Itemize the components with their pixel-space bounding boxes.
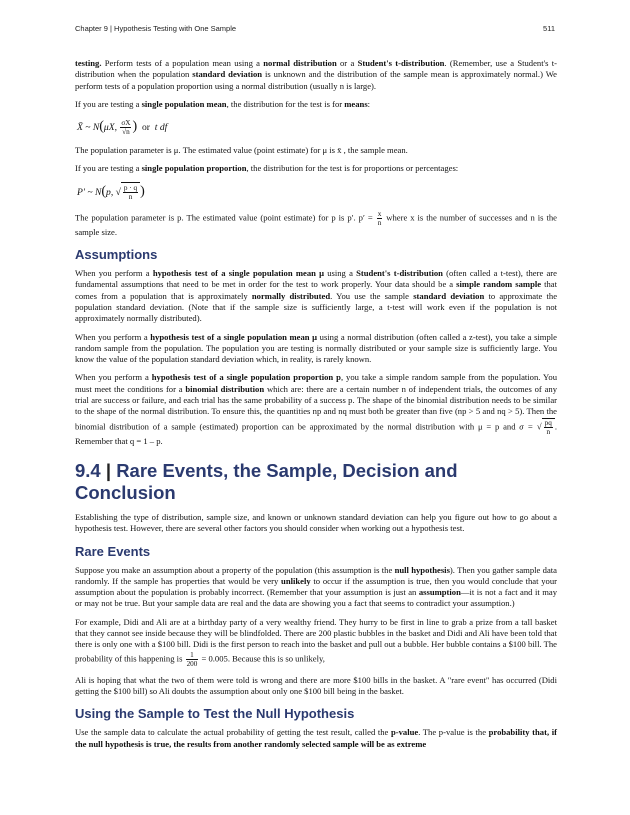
equation-mean-distribution: [77, 117, 557, 137]
text: Suppose you make an assumption about a property of the population (this assumption is the: [75, 564, 395, 575]
section-heading: [75, 460, 557, 504]
inline-fraction: [544, 419, 553, 436]
chapter-title: Chapter 9 | Hypothesis Testing with One Sample: [75, 24, 237, 33]
page-header: [75, 24, 555, 38]
text: . (Remember, use a Student's t-distribution when the population: [75, 58, 558, 80]
text: , you take a simple random sample from the population. You must meet the conditions for a: [75, 372, 557, 394]
eq-numerator: p · q: [123, 184, 138, 193]
text: —it is not a fact and it may or may not be true. But your sample data are real and the data are showing you a fact that seems to contradict your assumption.): [75, 587, 558, 609]
eq-arg: p,: [106, 186, 114, 198]
bold-text: null hypothesis: [394, 564, 450, 575]
text: is unknown and the distribution of the sample mean is approximately normal.) We perform tests of a population proportion using a normal distribution (usually n is large).: [75, 69, 557, 91]
paragraph-example: [75, 617, 557, 668]
text: Perform tests of a population mean using a: [101, 58, 264, 68]
paragraph-rare-events: [75, 565, 557, 610]
text: . Remember that q = 1 – p.: [75, 421, 557, 446]
numerator: pq: [544, 418, 552, 427]
bold-text: standard deviation: [413, 290, 485, 301]
text: to approximate the population standard deviation. (Note that if the sample size is sufficiently large, a t-test will work even if the population is not approximately normally distributed).: [75, 290, 558, 324]
sigma-symbol: σ =: [519, 421, 534, 432]
eq-sqrt: [121, 182, 140, 203]
inline-fraction: [377, 210, 383, 227]
text: . The p-value is the: [418, 727, 489, 738]
paren-open: (: [101, 183, 107, 199]
page-number: 511: [543, 24, 555, 33]
bold-text: hypothesis test of a single population proportion p: [151, 372, 341, 383]
section-title: Rare Events, the Sample, Decision and Conclusion: [75, 459, 458, 503]
eq-fraction: [123, 184, 138, 201]
bold-text: Student's t-distribution: [356, 268, 443, 279]
heading-using-sample: Using the Sample to Test the Null Hypothesis: [75, 706, 355, 722]
text: :: [367, 98, 371, 109]
bold-text: normal distribution: [263, 58, 337, 68]
paragraph-ali: Ali is hoping that what the two of them were told is wrong and there are more $100 bills in the basket. A "rare event" has occurred (Didi getting the $100 bill) so Ali doubts the assumption about only one $100 bill being in the basket.: [75, 674, 557, 696]
section-number: 9.4: [75, 459, 101, 481]
equation-proportion-distribution: P′ ~ N(p, √ $\frac{p \cdot q}{n}$ ): [77, 183, 145, 202]
text: Use the sample data to calculate the actual probability of getting the test result, called the: [75, 727, 391, 738]
paren-open: (: [99, 119, 104, 135]
paragraph-proportion-test: [75, 163, 557, 174]
text: , the distribution for the test is for: [226, 98, 345, 109]
bold-text: probability that, if the null hypothesis is true, the results from another randomly selected sample will be as extreme: [75, 727, 557, 749]
bold-text: standard deviation: [192, 69, 263, 80]
text: (often called a t-test), there are fundamental assumptions that need to be met in order for the test to work properly. Your data should be a: [75, 268, 557, 290]
text: where x is the number of successes and n is the sample size.: [75, 212, 557, 237]
text: . You use the sample: [330, 290, 414, 301]
bold-text: Student's t-distribution: [357, 58, 445, 68]
section-divider: |: [105, 459, 112, 481]
paren-close: ): [132, 119, 138, 135]
bold-text: hypothesis test of a single population mean μ: [152, 268, 324, 279]
denominator: n: [377, 218, 382, 227]
text: For example, Didi and Ali are at a birthday party of a very wealthy friend. They hurry to be first in line to grab a prize from a tall basket that they cannot see inside because they will be blindfolded. There are 200 plastic bubbles in the basket and Didi and Ali have been told that there is only one with a $100 bill. Didi is the first person to reach into the basket and pull out a bubble. Her bubble contains a $100 bill. The probability of this happening is: [75, 616, 557, 664]
text: When you perform a: [75, 268, 153, 279]
denominator: 200: [186, 659, 198, 668]
page-body: [75, 58, 557, 757]
eq-rhs: t df: [154, 122, 168, 134]
text: If you are testing a: [75, 163, 142, 174]
bold-text: hypothesis test of a single population mean μ: [150, 331, 318, 342]
heading-assumptions: Assumptions: [75, 247, 158, 263]
paragraph-t-test: [75, 268, 557, 324]
bold-text: assumption: [418, 587, 461, 598]
bold-text: p-value: [390, 727, 419, 738]
bold-text: simple random sample: [456, 279, 542, 290]
text: which are: there are a certain number n of independent trials, the outcomes of any trial are success or failure, and each trial has the same probability of a success p. The shape of the binomial distribution needs to be similar to the shape of the normal distribution. To ensure this, the quantities np and nq must both be greater than five (np > 5 and nq > 5). Then the binomial distribution of a sample (estimated) proportion can be approximated by the normal distribution with μ = p and: [75, 383, 557, 432]
eq-denominator: n: [128, 193, 133, 202]
eq-arg: μX,: [103, 122, 117, 134]
paragraph-mean-test: [75, 99, 557, 110]
text: The population parameter is p. The estimated value (point estimate) for p is p′. p′ =: [75, 212, 376, 223]
eq-denominator: √n: [122, 128, 130, 137]
inline-fraction: [186, 651, 199, 668]
bold-text: testing.: [75, 58, 102, 68]
heading-rare-events: Rare Events: [75, 543, 151, 559]
text: = 0.005. Because this is so unlikely,: [199, 653, 325, 664]
text: When you perform a: [75, 372, 152, 383]
text: When you perform a: [75, 331, 151, 342]
sqrt: [542, 418, 555, 436]
numerator: x: [377, 209, 382, 218]
eq-lhs: X̄ ~ N: [77, 122, 100, 134]
paragraph-intro: [75, 58, 557, 92]
bold-text: single population proportion: [141, 163, 247, 174]
paragraph-z-test: [75, 332, 557, 366]
paragraph-establishing: Establishing the type of distribution, sample size, and known or unknown standard deviation can help you figure out how to go about a hypothesis test. However, there are several other factors you should consider when working out a hypothesis test.: [75, 511, 557, 534]
eq-lhs: P′ ~ N: [77, 186, 102, 198]
paragraph-proportion-test-assumptions: When you perform a hypothesis test of a single population proportion p, you take a simple random sample from the population. You must meet the conditions for a binomial distribution which are: there are a certain number n of independent trials, the outcomes of any trial are success or failure, and each trial has the same probability of a success p. The shape of the binomial distribution needs to be similar to the shape of the normal distribution. To ensure this, the quantities np and nq must both be greater than five (np > 5 and nq > 5). Then the binomial distribution of a sample (estimated) proportion can be approximated by the normal distribution with μ = p and σ = √ $\frac{pq}{n}$ . Remember that q = 1 – p.: [75, 372, 557, 446]
paragraph-mean-parameter: The population parameter is μ. The estimated value (point estimate) for μ is x̄ , the sample mean.: [75, 145, 408, 156]
text: to occur if the assumption is true, then you would conclude that your assumption about the population is probably incorrect. (Remember that your assumption is just an: [75, 575, 557, 598]
eq-fraction: [120, 119, 131, 136]
paragraph-p-value: [75, 727, 557, 750]
bold-text: normally distributed: [251, 290, 331, 301]
bold-text: single population mean: [141, 98, 227, 109]
text: If you are testing a: [75, 98, 142, 109]
paren-close: ): [140, 183, 145, 199]
denominator: n: [546, 427, 551, 436]
numerator: 1: [186, 651, 199, 660]
text: ). Then you gather sample data randomly. If the sample has properties that would be very: [75, 564, 557, 586]
bold-text: unlikely: [281, 575, 311, 586]
bold-text: means: [344, 98, 368, 109]
text: that comes from a population that is approximately: [75, 279, 557, 301]
text: using a: [324, 268, 357, 279]
bold-text: binomial distribution: [185, 383, 265, 394]
text: using a normal distribution (often called a z-test), you take a simple random sample from the population. The population you are testing is normally distributed or your sample size is sufficiently large. You know the value of the population standard deviation which, in reality, is rarely known.: [75, 331, 557, 365]
eq-or: or: [141, 122, 150, 134]
text: or a: [336, 58, 358, 68]
eq-numerator: σX: [121, 119, 131, 128]
text: , the distribution for the test is for proportions or percentages:: [246, 163, 459, 174]
paragraph-proportion-parameter: [75, 210, 557, 238]
